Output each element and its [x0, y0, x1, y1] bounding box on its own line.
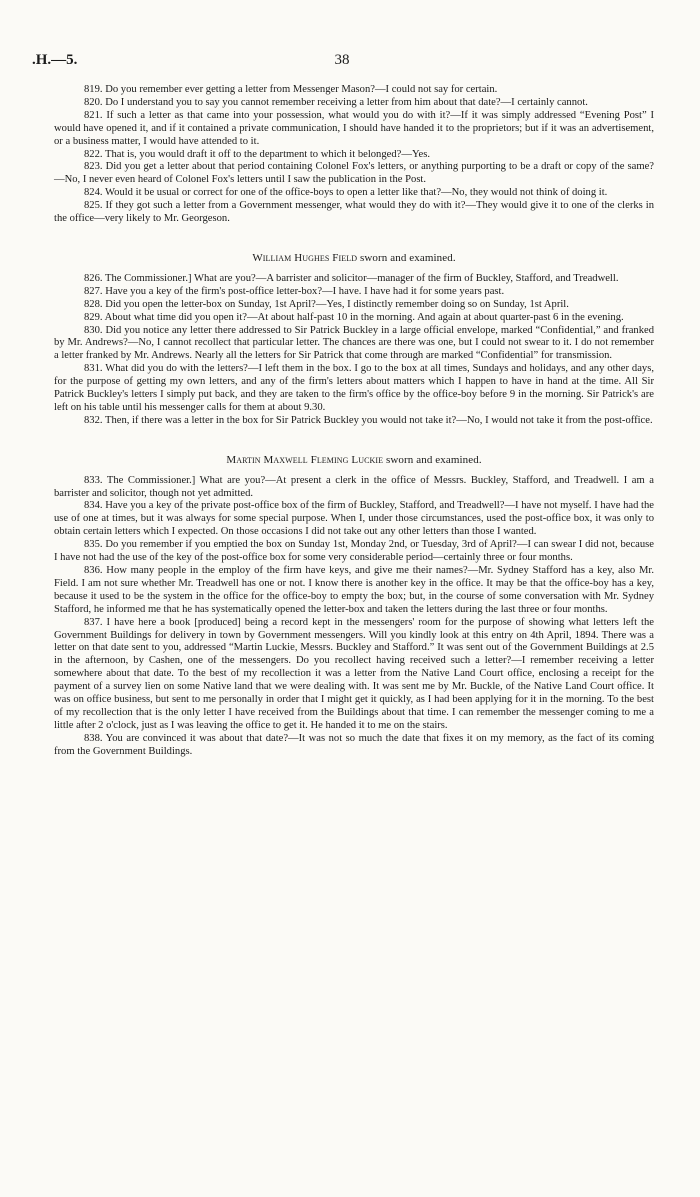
evidence-paragraph: 838. You are convinced it was about that date?—It was not so much the date that fixes it on my memory, as the fact of its coming from the Government Buildings.	[54, 732, 654, 757]
evidence-block-luckie	[54, 475, 654, 759]
evidence-paragraph: 828. Did you open the letter-box on Sunday, 1st April?—Yes, I distinctly remember doing so on Sunday, 1st April.	[84, 298, 569, 310]
evidence-paragraph: 820. Do I understand you to say you cannot remember receiving a letter from him about that date?—I certainly cannot.	[84, 96, 588, 108]
page-number: 38	[334, 52, 350, 68]
evidence-paragraph: 837. I have here a book [produced] being a record kept in the messengers' room for the purpose of showing what letters left the Government Buildings for delivery in town by Government messengers. Will you kindly look at this entry on 4th April, 1894. There was a letter on that date sent to you, addressed “Martin Luckie, Messrs. Buckley and Stafford.” It was sent out of the Government Buildings at 2.5 in the afternoon, by Cashen, one of the messengers. Do you recollect having received such a letter?—I remember receiving a letter somewhere about that date. To the best of my recollection it was a letter from the Native Land Court office, enclosing a receipt for the payment of a survey lien on some Native land that we were dealing with. It was sent me by Mr. Buckle, of the Native Land Court office. It was on office business, but sent to me personally in order that I might get it quickly, as I had been applying for it in the morning. To the best of my recollection that is the only letter I have received from the Buildings about that time. I can remember the messenger coming to me a little after 2 o'clock, just as I was leaving the office to get it. He handed it to me on the stairs.	[54, 616, 654, 731]
evidence-paragraph: 826. The Commissioner.] What are you?—A barrister and solicitor—manager of the firm of Buckley, Stafford, and Treadwell.	[84, 272, 619, 284]
evidence-paragraph: 821. If such a letter as that came into your possession, what would you do with it?—If it was simply addressed “Evening Post” I would have opened it, and if it contained a private communication, I should have handed it to the proprietors; but if it was an advertisement, or a business matter, I would have attended to it.	[54, 109, 654, 147]
evidence-paragraph: 825. If they got such a letter from a Government messenger, what would they do with it?—They would give it to one of the clerks in the office—very likely to Mr. Georgeson.	[54, 200, 654, 225]
document-body	[54, 84, 654, 759]
evidence-paragraph: 830. Did you notice any letter there addressed to Sir Patrick Buckley in a large official envelope, marked “Confidential,” and franked by Mr. Andrews?—No, I cannot recollect that particular letter. The chances are there was one, but I could not swear to it. I do not remember a letter franked by Mr. Andrews. Nearly all the letters for Sir Patrick that come through are marked “Confidential” for transmission.	[54, 324, 654, 362]
evidence-paragraph: 834. Have you a key of the private post-office box of the firm of Buckley, Stafford, and Treadwell?—I have not myself. I have had the use of one at times, but it was always for some special purpose. When I, under those circumstances, used the post-office box, it was only to obtain certain letters which I expected. On those occasions I did not take out any other letters than those I wanted.	[54, 500, 654, 538]
evidence-paragraph: 823. Did you get a letter about that period containing Colonel Fox's letters, or anything purporting to be a draft or copy of the same?—No, I never even heard of Colonel Fox's letters until I saw the publication in the Post.	[54, 161, 654, 186]
evidence-block-field	[54, 273, 654, 428]
evidence-block-top	[54, 84, 654, 226]
witness-heading-suffix: sworn and examined.	[386, 453, 482, 466]
evidence-paragraph: 833. The Commissioner.] What are you?—At present a clerk in the office of Messrs. Buckley, Stafford, and Treadwell. I am a barrister and solicitor, though not yet admitted.	[54, 474, 654, 499]
witness-name: Martin Maxwell Fleming Luckie	[226, 453, 384, 466]
report-reference: .H.—5.	[32, 52, 78, 68]
evidence-paragraph: 831. What did you do with the letters?—I left them in the box. I go to the box at all times, Sundays and holidays, and any other days, for the purpose of getting my own letters, and any of the firm's letters about matters which I happen to have in hand at the time. All Sir Patrick Buckley's letters I simply put back, and they are taken to the firm's office by the office-boy before 9 in the morning. Sir Patrick's are left on his table until his messenger calls for them at about 9.30.	[54, 363, 654, 413]
evidence-paragraph: 827. Have you a key of the firm's post-office letter-box?—I have. I have had it for some years past.	[84, 285, 505, 297]
evidence-paragraph: 819. Do you remember ever getting a letter from Messenger Mason?—I could not say for certain.	[84, 84, 498, 95]
evidence-paragraph: 835. Do you remember if you emptied the box on Sunday 1st, Monday 2nd, or Tuesday, 3rd of April?—I can swear I did not, because I have not had the use of the key of the post-office box for some very considerable period—certainly three or four months.	[54, 539, 654, 564]
evidence-paragraph: 829. About what time did you open it?—At about half-past 10 in the morning. And again at about quarter-past 6 in the evening.	[84, 311, 624, 323]
witness-heading	[54, 454, 654, 467]
evidence-paragraph: 832. Then, if there was a letter in the box for Sir Patrick Buckley you would not take it?—No, I would not take it from the post-office.	[84, 414, 653, 426]
page-header	[32, 52, 652, 72]
witness-name: William Hughes Field	[252, 251, 358, 264]
evidence-paragraph: 822. That is, you would draft it off to the department to which it belonged?—Yes.	[84, 148, 431, 160]
evidence-paragraph: 836. How many people in the employ of the firm have keys, and give me their names?—Mr. Sydney Stafford has a key, also Mr. Field. I am not sure whether Mr. Treadwell has one or not. I know there is another key in the office. It may be that the office-boy has a key, because it used to be the system in the office for the office-boy to empty the box; but, in the course of some conversation with Mr. Sydney Stafford, he informed me that he has systematically opened the letter-box and taken the letters during the last three or four months.	[54, 565, 654, 615]
evidence-paragraph: 824. Would it be usual or correct for one of the office-boys to open a letter like that?—No, they would not think of doing it.	[84, 187, 608, 199]
witness-heading	[54, 252, 654, 265]
witness-heading-suffix: sworn and examined.	[360, 251, 456, 264]
